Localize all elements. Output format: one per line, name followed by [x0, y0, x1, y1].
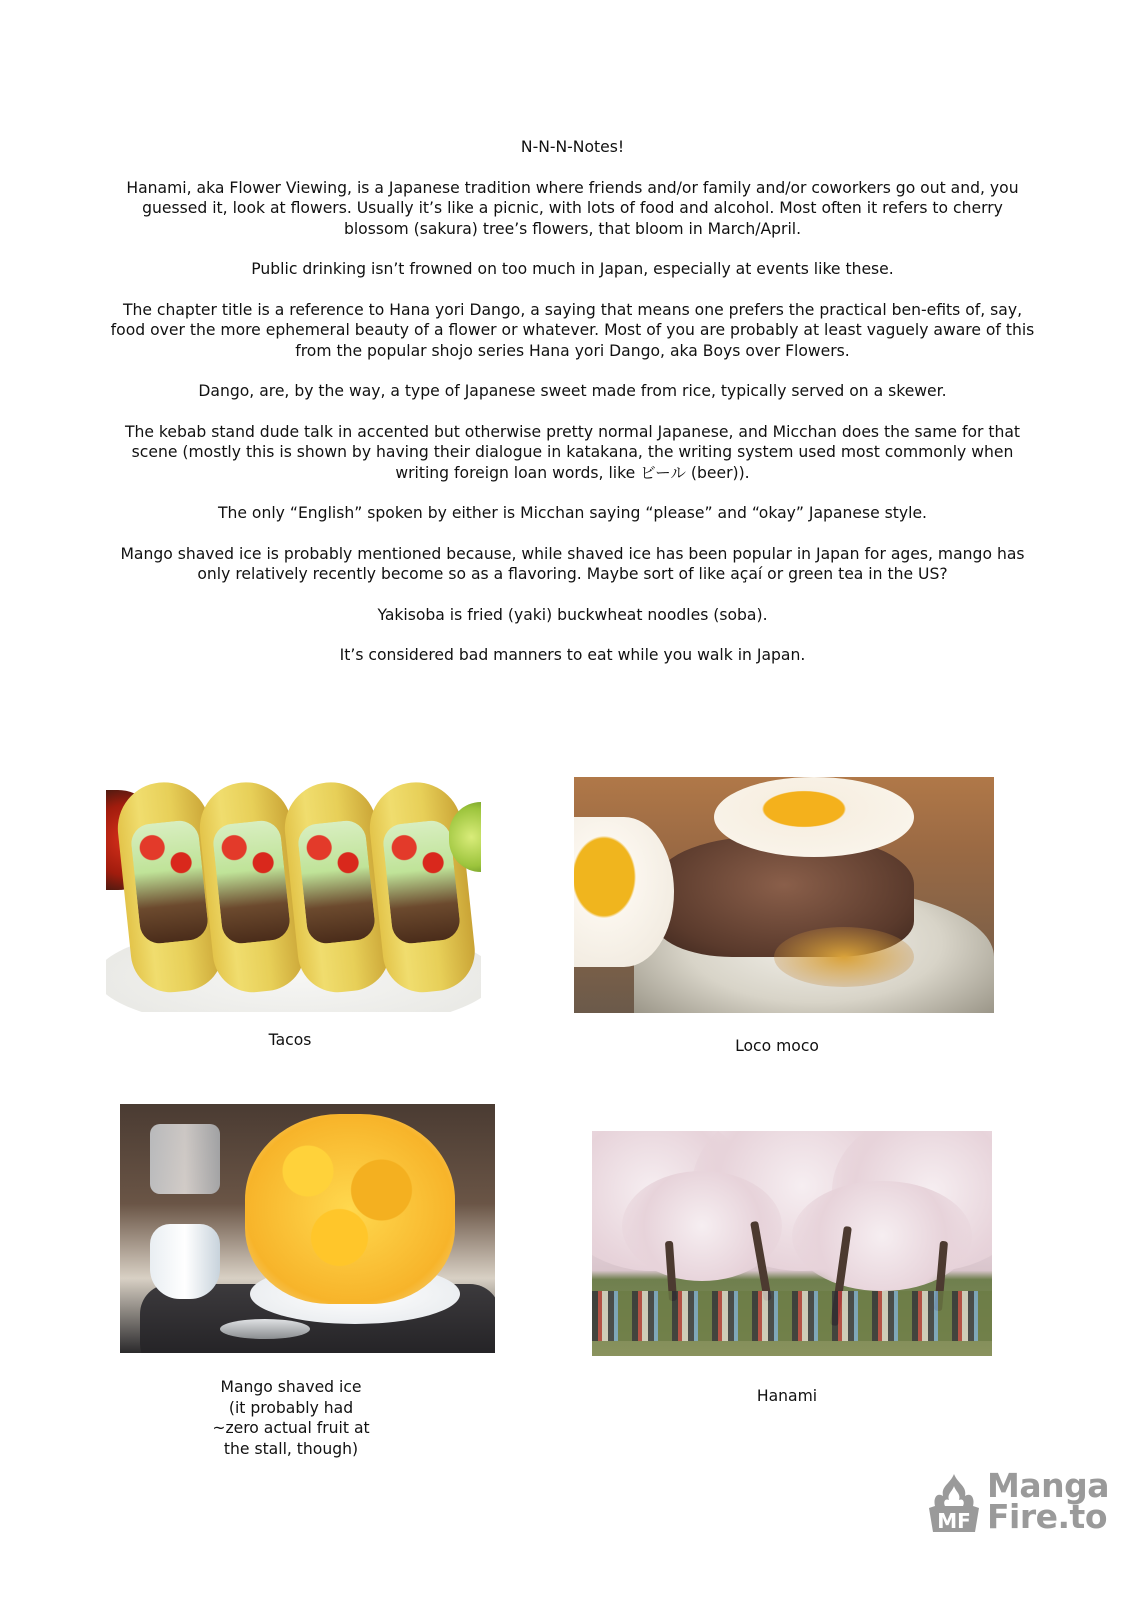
note-hanami: Hanami, aka Flower Viewing, is a Japanese tradition where friends and/or family and/or coworkers go out and, you guessed it, look at flowers. Usually it’s like a picnic, with lots of food and alcohol. Most often it refers to cherry blossom (sakura) tree’s flowers, that bloom in March/April. [126, 178, 1019, 238]
tacos-photo [106, 762, 481, 1012]
taco-filling-shape [211, 819, 291, 945]
note-dango: Dango, are, by the way, a type of Japanese sweet made from rice, typically served on a skewer. [198, 382, 947, 400]
picnic-crowd-shape [592, 1291, 992, 1341]
loco-moco-caption: Loco moco [735, 1037, 819, 1055]
notes-title: N-N-N-Notes! [520, 138, 625, 156]
fried-egg-shape [574, 817, 674, 967]
hanami-caption: Hanami [756, 1387, 818, 1405]
glass-shape [150, 1124, 220, 1194]
gravy-shape [774, 927, 914, 987]
mango-caption-line: (it probably had [228, 1398, 354, 1417]
notes-text [110, 137, 1035, 686]
mango-caption-line: the stall, though) [223, 1439, 359, 1458]
note-yakisoba: Yakisoba is fried (yaki) buckwheat noodles (soba). [377, 605, 768, 624]
mangafire-watermark [925, 1466, 1109, 1540]
fried-egg-shape [714, 777, 914, 857]
note-public-drinking: Public drinking isn’t frowned on too much in Japan, especially at events like these. [251, 260, 894, 278]
mango-shaved-ice-photo [120, 1104, 495, 1353]
loco-moco-photo [574, 777, 994, 1013]
note-mango-ice: Mango shaved ice is probably mentioned because, while shaved ice has been popular in Japan for ages, mango has only relatively recently become so as a flavoring. Maybe sort of like açaí or green tea in the US? [120, 544, 1025, 583]
note-manners: It’s considered bad manners to eat while you walk in Japan. [339, 646, 806, 664]
mango-ice-shape [245, 1114, 455, 1304]
note-chapter-title: The chapter title is a reference to Hana yori Dango, a saying that means one prefers the practical ben-efits of, say, food over the more ephemeral beauty of a flower or whatever. Most of you are probably at least vaguely aware of this from the popular shojo series Hana yori Dango, aka Boys over Flowers. [110, 300, 1035, 360]
taco-filling-shape [296, 819, 376, 945]
mango-caption-line: Mango shaved ice [220, 1378, 362, 1396]
note-english: The only “English” spoken by either is Micchan saying “please” and “okay” Japanese style. [217, 504, 928, 522]
watermark-line2: Fire.to [987, 1497, 1107, 1536]
taco-filling-shape [129, 819, 209, 945]
spoon-shape [220, 1319, 310, 1339]
note-kebab-stand: The kebab stand dude talk in accented but otherwise pretty normal Japanese, and Micchan does the same for that scene (mostly this is shown by having their dialogue in katakana, the writing system used most commonly when writing foreign loan words, like ビール (beer)). [124, 422, 1021, 482]
hanami-photo [592, 1131, 992, 1356]
watermark-text [987, 1466, 1109, 1536]
flame-logo-icon [925, 1472, 983, 1536]
pitcher-shape [150, 1224, 220, 1299]
logo-letters: MF [937, 1509, 971, 1533]
tacos-caption: Tacos [268, 1031, 312, 1049]
watermark-line1: Manga [987, 1466, 1109, 1505]
mango-caption-line: ~zero actual fruit at [212, 1419, 370, 1437]
mango-caption [176, 1377, 406, 1459]
